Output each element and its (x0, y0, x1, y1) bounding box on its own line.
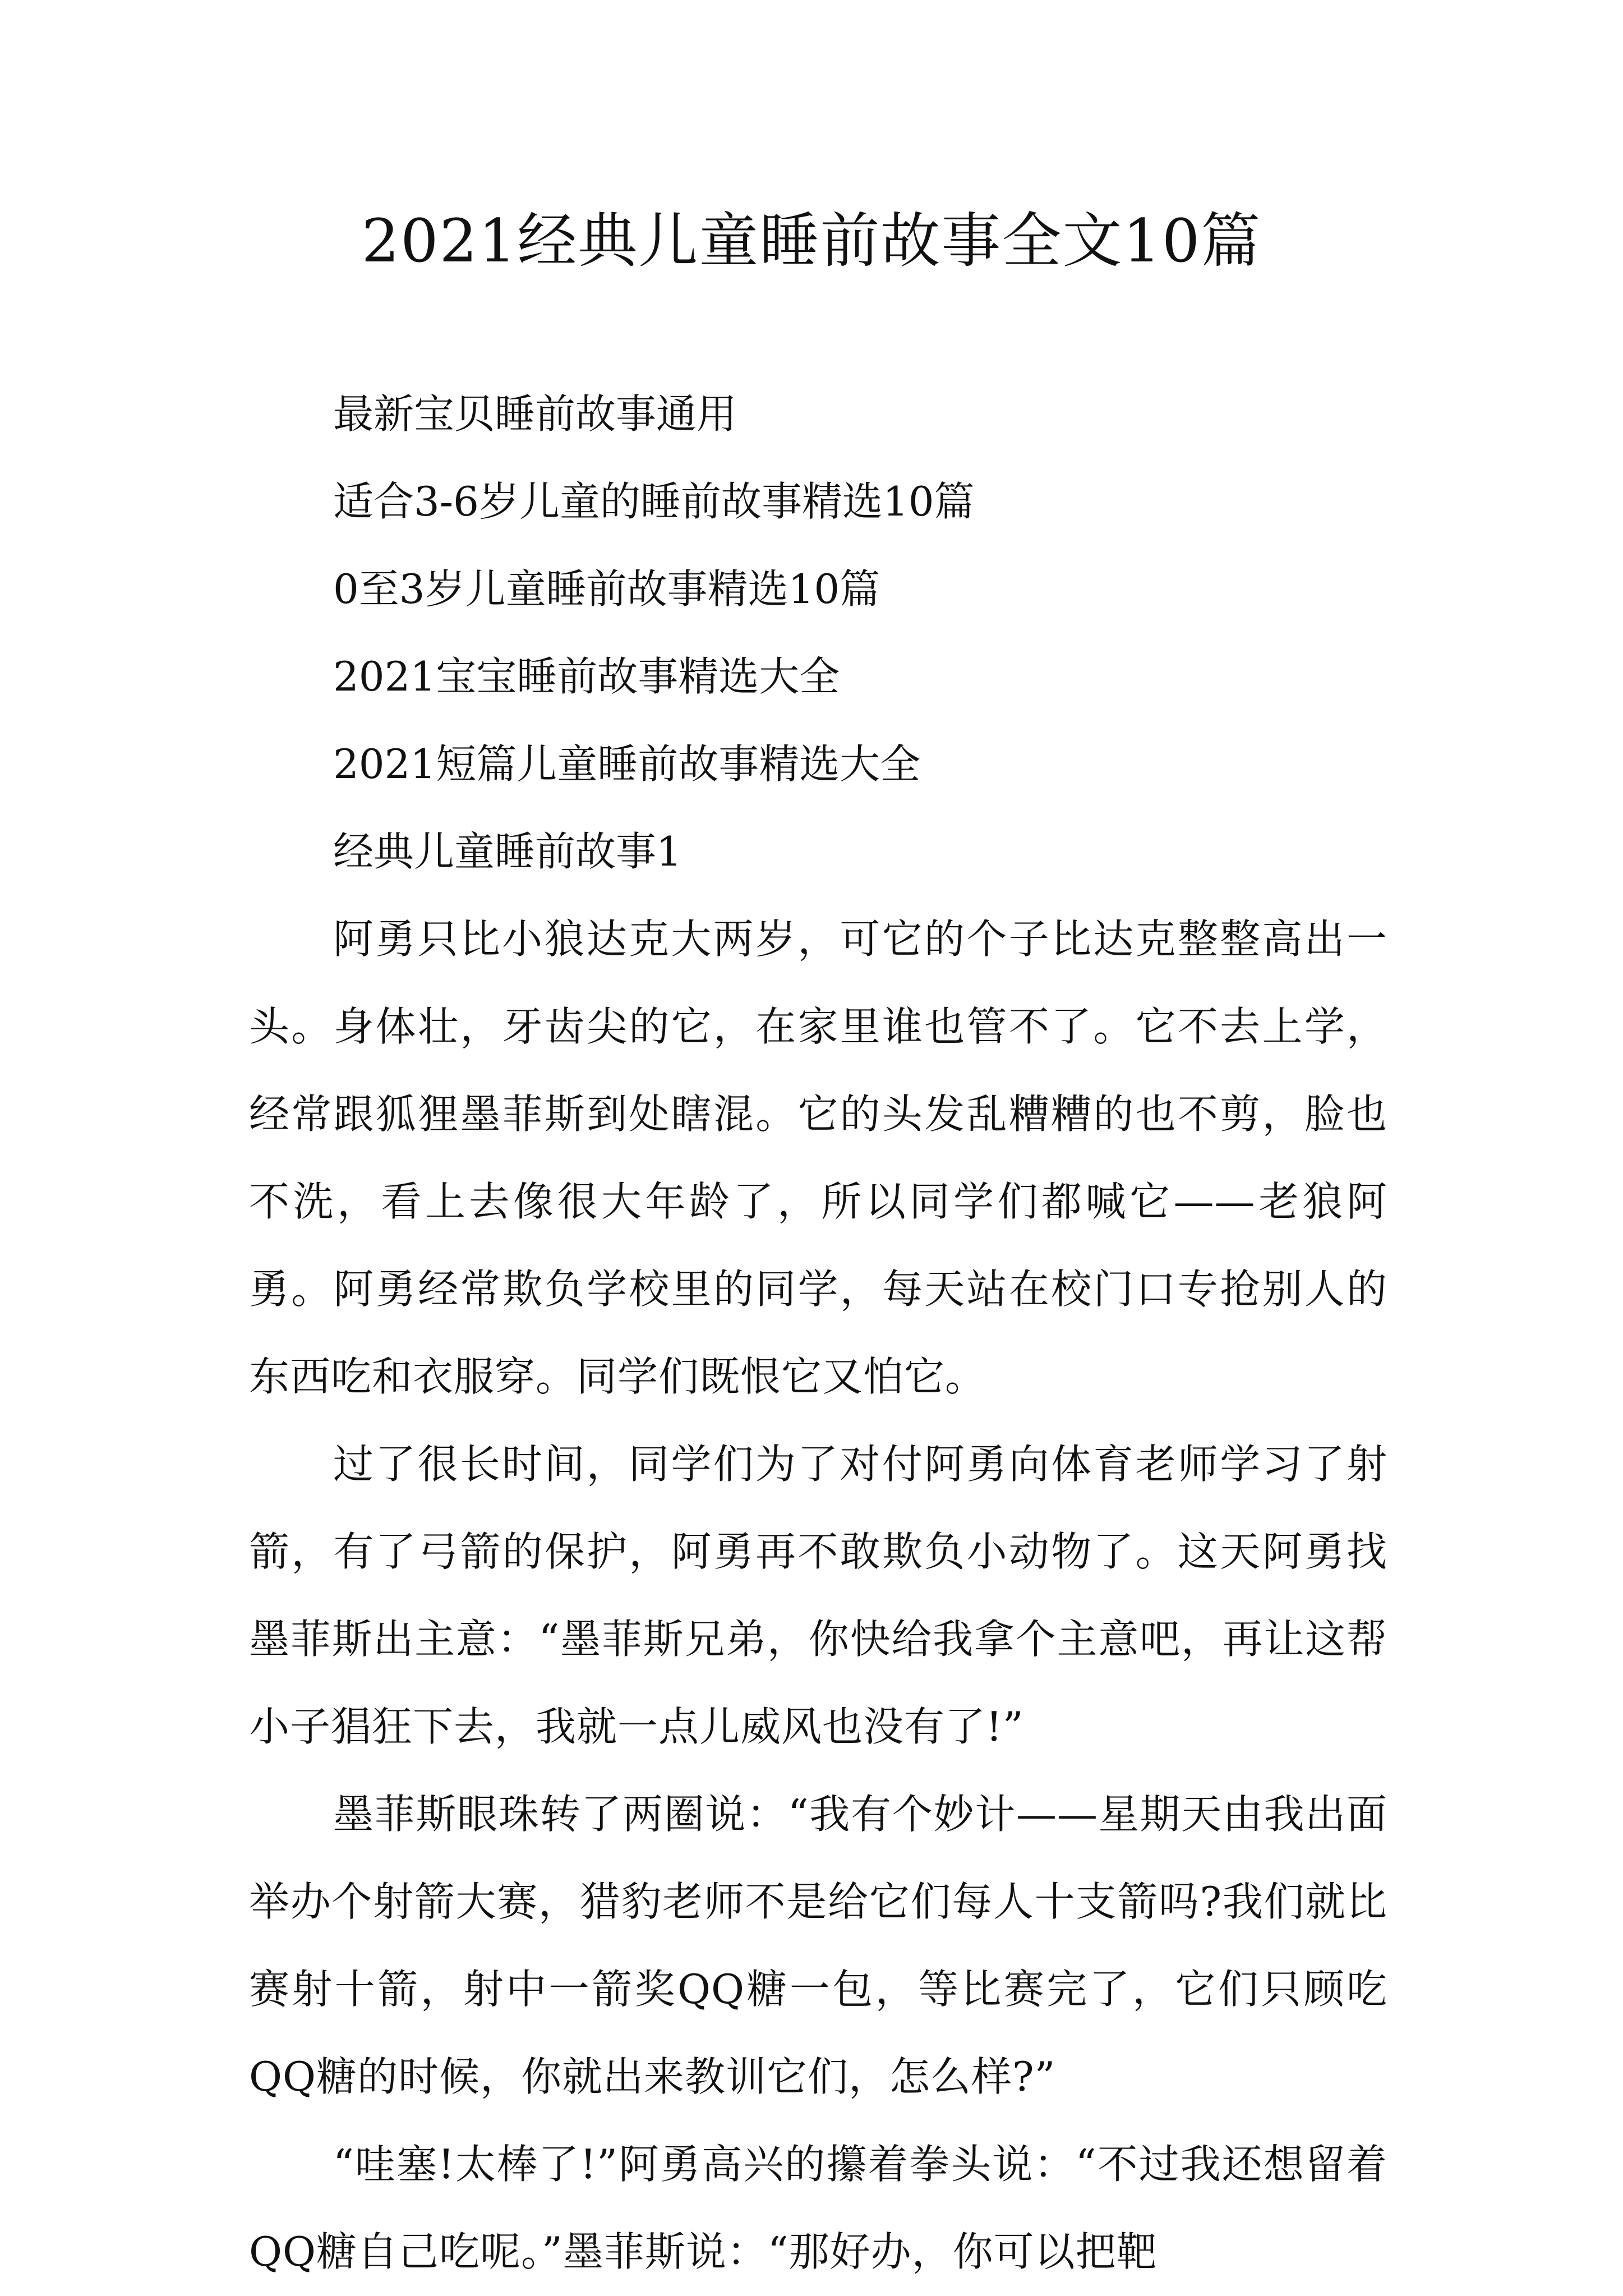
story-paragraph-2: 过了很长时间，同学们为了对付阿勇向体育老师学习了射箭，有了弓箭的保护，阿勇再不敢欺负小动物了。这天阿勇找墨菲斯出主意：“墨菲斯兄弟，你快给我拿个主意吧，再让这帮小子猖狂下去，我就一点儿威风也没有了!” (249, 1441, 1387, 1750)
related-link-2[interactable]: 适合3-6岁儿童的睡前故事精选10篇 (333, 478, 975, 525)
story-paragraph-1: 阿勇只比小狼达克大两岁，可它的个子比达克整整高出一头。身体壮，牙齿尖的它，在家里谁也管不了。它不去上学，经常跟狐狸墨菲斯到处瞎混。它的头发乱糟糟的也不剪，脸也不洗，看上去像很大年龄了，所以同学们都喊它——老狼阿勇。阿勇经常欺负学校里的同学，每天站在校门口专抢别人的东西吃和衣服穿。同学们既恨它又怕它。 (249, 915, 1387, 1400)
page-title: 2021经典儿童睡前故事全文10篇 (361, 206, 1262, 275)
related-link-3[interactable]: 0至3岁儿童睡前故事精选10篇 (333, 565, 880, 613)
story-paragraph-3: 墨菲斯眼珠转了两圈说：“我有个妙计——星期天由我出面举办个射箭大赛，猎豹老师不是给它们每人十支箭吗?我们就比赛射十箭，射中一箭奖QQ糖一包，等比赛完了，它们只顾吃QQ糖的时候，你就出来教训它们，怎么样?” (249, 1791, 1387, 2100)
story-paragraph-4: “哇塞!太棒了!”阿勇高兴的攥着拳头说：“不过我还想留着QQ糖自己吃呢。”墨菲斯说：“那好办，你可以把靶 (249, 2141, 1387, 2275)
related-link-1[interactable]: 最新宝贝睡前故事通用 (333, 390, 737, 438)
section-heading: 经典儿童睡前故事1 (333, 828, 682, 875)
document-body (249, 370, 1387, 2295)
related-link-5[interactable]: 2021短篇儿童睡前故事精选大全 (333, 740, 921, 788)
related-link-4[interactable]: 2021宝宝睡前故事精选大全 (333, 653, 840, 700)
